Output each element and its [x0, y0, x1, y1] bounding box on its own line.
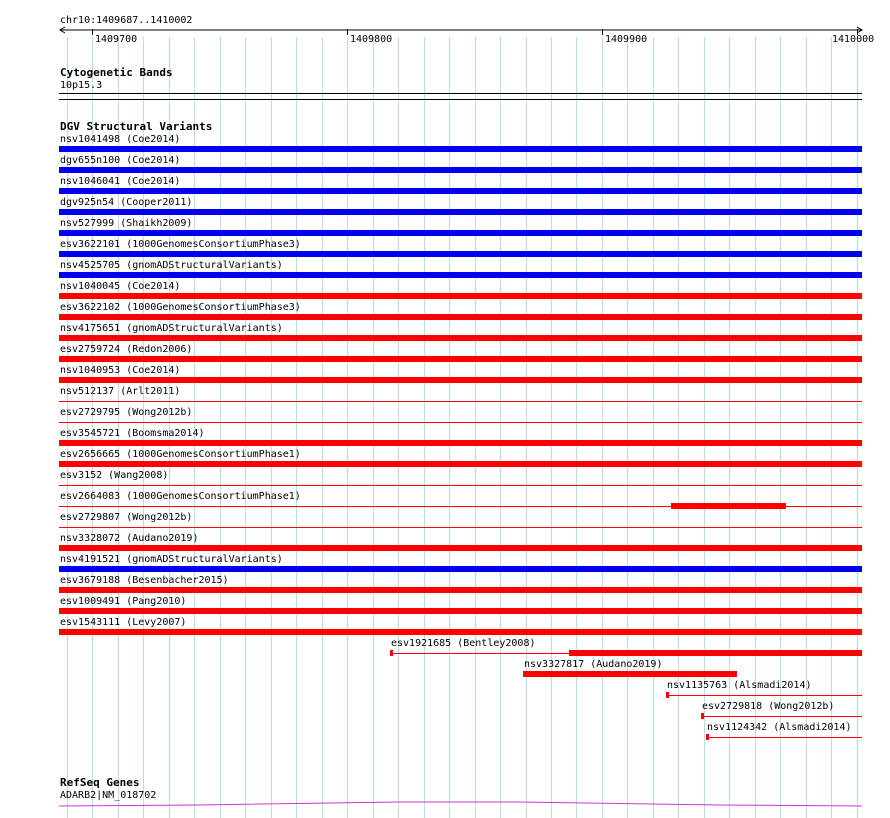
variant-label[interactable]: esv3679188 (Besenbacher2015): [60, 575, 229, 586]
variant-line[interactable]: [701, 716, 862, 717]
variant-line[interactable]: [59, 401, 862, 402]
variant-line[interactable]: [59, 422, 862, 423]
variant-label[interactable]: nsv1046041 (Coe2014): [60, 176, 181, 187]
variant-label[interactable]: esv2729818 (Wong2012b): [702, 701, 835, 712]
dgv-track-title: DGV Structural Variants: [60, 120, 213, 133]
variant-block[interactable]: [671, 503, 786, 509]
variant-label[interactable]: nsv1124342 (Alsmadi2014): [707, 722, 852, 733]
variant-bar[interactable]: [59, 461, 862, 467]
variant-bar[interactable]: [59, 335, 862, 341]
variant-label[interactable]: nsv527999 (Shaikh2009): [60, 218, 193, 229]
ruler-tick: [92, 29, 93, 35]
variant-label[interactable]: esv3545721 (Boomsma2014): [60, 428, 205, 439]
variant-bar[interactable]: [59, 440, 862, 446]
ruler-tick: [602, 29, 603, 35]
position-label: chr10:1409687..1410002: [60, 15, 193, 26]
variant-label[interactable]: nsv1041498 (Coe2014): [60, 134, 181, 145]
ruler-tick: [347, 29, 348, 35]
variant-bar[interactable]: [59, 566, 862, 572]
refseq-gene-feature[interactable]: [59, 800, 862, 810]
variant-bar[interactable]: [59, 587, 862, 593]
variant-block[interactable]: [666, 692, 669, 698]
variant-label[interactable]: nsv1040953 (Coe2014): [60, 365, 181, 376]
ruler-tick-label: 1409700: [95, 34, 138, 45]
variant-bar[interactable]: [59, 356, 862, 362]
variant-bar[interactable]: [59, 146, 862, 152]
variant-label[interactable]: esv2729795 (Wong2012b): [60, 407, 193, 418]
variant-bar[interactable]: [59, 272, 862, 278]
variant-bar[interactable]: [59, 377, 862, 383]
ruler-tick-label: 1409900: [605, 34, 648, 45]
cytoband-line-top: [59, 93, 862, 94]
variant-bar[interactable]: [523, 671, 737, 677]
variant-bar[interactable]: [59, 251, 862, 257]
variant-label[interactable]: esv2664083 (1000GenomesConsortiumPhase1): [60, 491, 301, 502]
variant-label[interactable]: nsv1040045 (Coe2014): [60, 281, 181, 292]
variant-label[interactable]: nsv4191521 (gnomADStructuralVariants): [60, 554, 283, 565]
variant-label[interactable]: esv1543111 (Levy2007): [60, 617, 187, 628]
variant-bar[interactable]: [59, 293, 862, 299]
variant-label[interactable]: nsv1135763 (Alsmadi2014): [667, 680, 812, 691]
variant-label[interactable]: dgv655n100 (Coe2014): [60, 155, 181, 166]
variant-label[interactable]: nsv512137 (Arlt2011): [60, 386, 181, 397]
cytoband-track-title: Cytogenetic Bands: [60, 66, 173, 79]
variant-bar[interactable]: [59, 209, 862, 215]
variant-bar[interactable]: [59, 545, 862, 551]
variant-bar[interactable]: [59, 629, 862, 635]
ruler-tick-label: 1409800: [350, 34, 393, 45]
refseq-gene-label[interactable]: ADARB2|NM_018702: [60, 790, 157, 801]
cytoband-line-bottom: [59, 99, 862, 100]
variant-line[interactable]: [706, 737, 862, 738]
variant-label[interactable]: esv2729807 (Wong2012b): [60, 512, 193, 523]
variant-label[interactable]: nsv3327817 (Audano2019): [524, 659, 663, 670]
variant-label[interactable]: dgv925n54 (Cooper2011): [60, 197, 193, 208]
variant-line[interactable]: [666, 695, 862, 696]
refseq-track-title: RefSeq Genes: [60, 776, 140, 789]
variant-line[interactable]: [59, 527, 862, 528]
variant-label[interactable]: esv1009491 (Pang2010): [60, 596, 187, 607]
variant-label[interactable]: nsv4175651 (gnomADStructuralVariants): [60, 323, 283, 334]
variant-bar[interactable]: [59, 167, 862, 173]
variant-block[interactable]: [390, 650, 393, 656]
variant-label[interactable]: nsv4525705 (gnomADStructuralVariants): [60, 260, 283, 271]
variant-block[interactable]: [706, 734, 709, 740]
variant-label[interactable]: nsv3328072 (Audano2019): [60, 533, 199, 544]
variant-label[interactable]: esv3622101 (1000GenomesConsortiumPhase3): [60, 239, 301, 250]
variant-bar[interactable]: [59, 188, 862, 194]
variant-label[interactable]: esv3622102 (1000GenomesConsortiumPhase3): [60, 302, 301, 313]
variant-bar[interactable]: [59, 230, 862, 236]
variant-label[interactable]: esv1921685 (Bentley2008): [391, 638, 536, 649]
variant-label[interactable]: esv2759724 (Redon2006): [60, 344, 193, 355]
ruler-axis: [58, 24, 866, 36]
variant-label[interactable]: esv2656665 (1000GenomesConsortiumPhase1): [60, 449, 301, 460]
variant-block[interactable]: [569, 650, 862, 656]
variant-line[interactable]: [59, 485, 862, 486]
variant-bar[interactable]: [59, 314, 862, 320]
variant-bar[interactable]: [59, 608, 862, 614]
cytoband-label: 10p15.3: [60, 80, 103, 91]
variant-block[interactable]: [701, 713, 704, 719]
variant-label[interactable]: esv3152 (Wang2008): [60, 470, 169, 481]
ruler-tick-label: 1410000: [832, 34, 875, 45]
